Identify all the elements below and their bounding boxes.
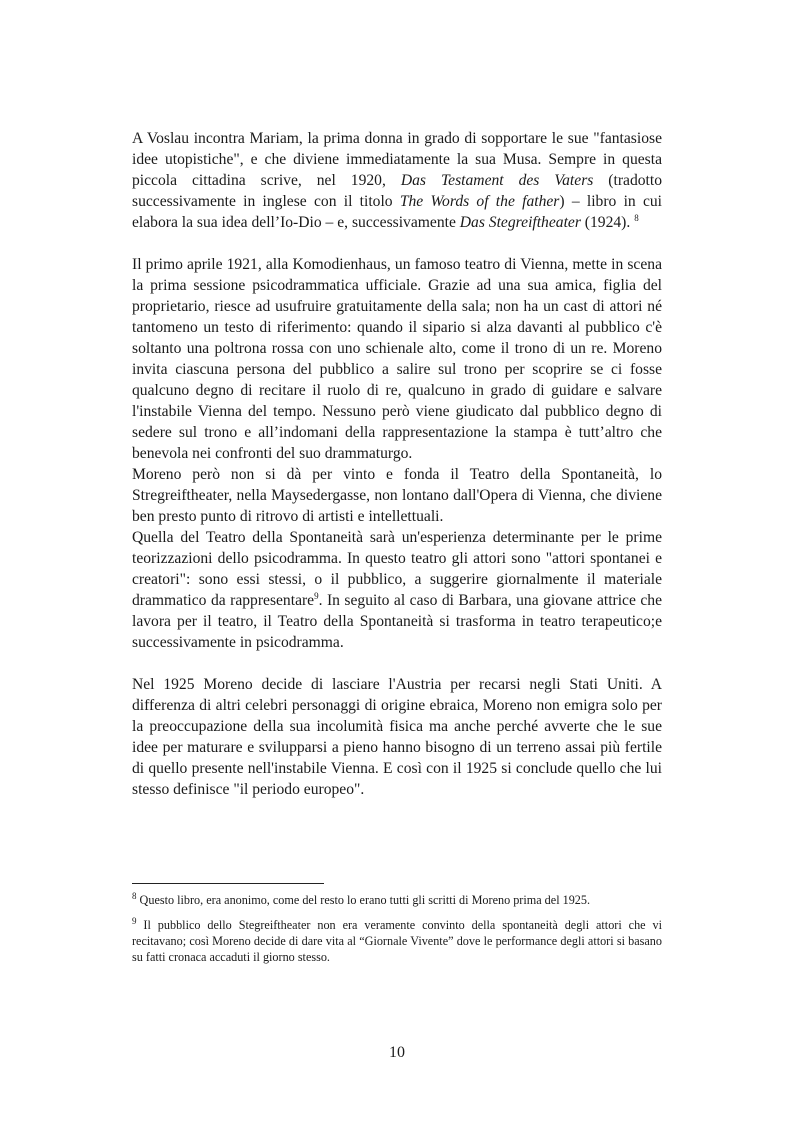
footnote-number: 9 <box>132 915 137 926</box>
book-title: The Words of the father <box>399 193 560 210</box>
body-text <box>132 128 662 800</box>
footnote-ref: 9 <box>314 590 319 601</box>
paragraph: Nel 1925 Moreno decide di lasciare l'Austria per recarsi negli Stati Uniti. A differenza di altri celebri personaggi di origine ebraica, Moreno non emigra solo per la preoccupazione della sua incolumità fisica ma anche perché avverte che le sue idee per maturare e svilupparsi a pieno hanno bisogno di un terreno assai più fertile di quello presente nell'instabile Vienna. E così con il 1925 si conclude quello che lui stesso definisce "il periodo europeo". <box>132 676 662 798</box>
paragraph: A Voslau incontra Mariam, la prima donna in grado di sopportare le sue "fantasiose idee utopistiche", e che diviene immediatamente la sua Musa. Sempre in questa piccola cittadina scrive, nel 1920, Das Testament des Vaters (tradotto successivamente in inglese con il titolo The Words of the father) – libro in cui elabora la sua idea dell’Io-Dio – e, successivamente Das Stegreiftheater (1924). $^8$ <box>132 130 663 231</box>
footnote-divider <box>132 883 324 884</box>
footnote-ref: 8 <box>634 212 639 223</box>
book-title: Das Stegreiftheater <box>459 214 581 231</box>
footnotes <box>132 892 662 974</box>
paragraph: Quella del Teatro della Spontaneità sarà un'esperienza determinante per le prime teorizzazioni dello psicodramma. In questo teatro gli attori sono "attori spontanei e creatori": sono essi stessi, o il pubblico, a suggerire giornalmente il materiale drammatico da rappresentare$^9$. In seguito al caso di Barbara, una giovane attrice che lavora per il teatro, il Teatro della Spontaneità si trasforma in teatro terapeutico;e successivamente in psicodramma. <box>132 529 662 651</box>
page-number: 10 <box>389 1044 405 1061</box>
paragraph: Moreno però non si dà per vinto e fonda il Teatro della Spontaneità, lo Stregreiftheater, nella Maysedergasse, non lontano dall'Opera di Vienna, che diviene ben presto punto di ritrovo di artisti e intellettuali. <box>132 466 662 525</box>
footnote: $^9$ Il pubblico dello Stegreiftheater non era veramente convinto della spontaneità degli attori che vi recitavano; così Moreno decide di dare vita al “Giornale Vivente” dove le performance degli attori si basano su fatti cronaca accaduti il giorno stesso. <box>132 915 662 964</box>
book-title: Das Testament des Vaters <box>400 172 594 189</box>
footnote: $^8$ Questo libro, era anonimo, come del resto lo erano tutti gli scritti di Moreno prima del 1925. <box>132 890 591 907</box>
footnote-number: 8 <box>132 890 137 901</box>
paragraph: Il primo aprile 1921, alla Komodienhaus, un famoso teatro di Vienna, mette in scena la prima sessione psicodrammatica ufficiale. Grazie ad una sua amica, figlia del proprietario, riesce ad usufruire gratuitamente della sala; non ha un cast di attori né tantomeno un testo di riferimento: quando il sipario si alza davanti al pubblico c'è soltanto una poltrona rossa con uno schienale alto, come il trono di un re. Moreno invita ciascuna persona del pubblico a salire sul trono per scoprire se ci fosse qualcuno degno di recitare il ruolo di re, qualcuno in grado di guidare e salvare l'instabile Vienna del tempo. Nessuno però viene giudicato dal pubblico degno di sedere sul trono e all’indomani della rappresentazione la stampa è tutt’altro che benevola nei confronti del suo drammaturgo. <box>132 256 662 462</box>
